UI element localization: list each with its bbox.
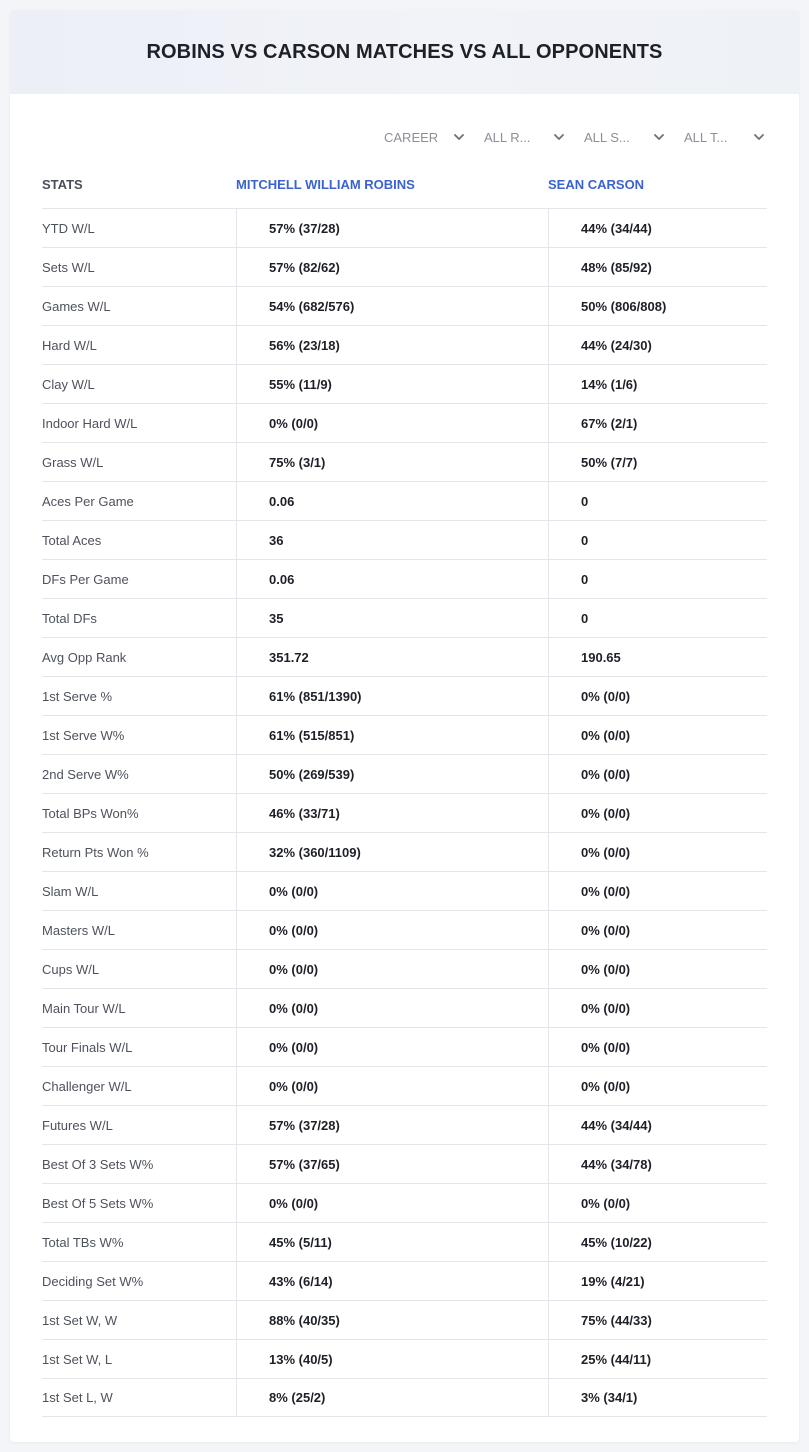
- player2-value: 0% (0/0): [548, 755, 767, 793]
- table-row: [42, 364, 767, 403]
- filter-surfaces-select[interactable]: [572, 126, 672, 148]
- player1-value: 57% (37/65): [236, 1145, 548, 1183]
- stat-label: 2nd Serve W%: [42, 766, 129, 782]
- stat-label: Deciding Set W%: [42, 1273, 144, 1289]
- chevron-down-icon: [554, 132, 564, 142]
- player2-value: 0% (0/0): [548, 872, 767, 910]
- table-row: [42, 520, 767, 559]
- player2-value: 44% (34/78): [548, 1145, 767, 1183]
- stat-label: YTD W/L: [42, 220, 95, 236]
- filter-career-select[interactable]: [372, 126, 472, 148]
- table-row: [42, 1300, 767, 1339]
- player2-value: 44% (24/30): [548, 326, 767, 364]
- stat-label: Grass W/L: [42, 454, 104, 470]
- player1-value: 351.72: [236, 638, 548, 676]
- player2-value: 14% (1/6): [548, 365, 767, 403]
- player1-value: 61% (851/1390): [236, 677, 548, 715]
- player1-value: 0% (0/0): [236, 1067, 548, 1105]
- filter-label: CAREER: [384, 129, 439, 145]
- table-row: [42, 754, 767, 793]
- player2-value: 0: [548, 599, 767, 637]
- table-row: [42, 1027, 767, 1066]
- table-row: [42, 1144, 767, 1183]
- stat-label: Best Of 3 Sets W%: [42, 1156, 154, 1172]
- player2-value: 0% (0/0): [548, 989, 767, 1027]
- table-row: [42, 1261, 767, 1300]
- stat-label: Hard W/L: [42, 337, 97, 353]
- player2-value: 190.65: [548, 638, 767, 676]
- player2-value: 48% (85/92): [548, 248, 767, 286]
- player1-value: 57% (37/28): [236, 209, 548, 247]
- table-body: [42, 208, 767, 1417]
- table-row: [42, 871, 767, 910]
- stat-label: 1st Set W, L: [42, 1351, 113, 1367]
- stat-label: DFs Per Game: [42, 571, 129, 587]
- stat-label: Total DFs: [42, 610, 97, 626]
- stat-label: Futures W/L: [42, 1117, 113, 1133]
- table-row: [42, 325, 767, 364]
- table-row: [42, 481, 767, 520]
- stat-label: Total TBs W%: [42, 1234, 124, 1250]
- table-header: [42, 160, 767, 208]
- filter-rounds-select[interactable]: [472, 126, 572, 148]
- column-header-stats: STATS: [42, 176, 83, 192]
- player2-value: 0% (0/0): [548, 716, 767, 754]
- player1-value: 0% (0/0): [236, 1028, 548, 1066]
- stats-table: [42, 160, 767, 1417]
- player2-value: 50% (806/808): [548, 287, 767, 325]
- stat-label: Avg Opp Rank: [42, 649, 127, 665]
- player1-value: 13% (40/5): [236, 1340, 548, 1378]
- player2-value: 0% (0/0): [548, 1028, 767, 1066]
- player1-value: 0.06: [236, 560, 548, 598]
- player2-value: 44% (34/44): [548, 1106, 767, 1144]
- stat-label: Games W/L: [42, 298, 111, 314]
- table-row: [42, 559, 767, 598]
- table-row: [42, 286, 767, 325]
- page-title: ROBINS VS CARSON MATCHES VS ALL OPPONENTS: [146, 40, 663, 63]
- player1-value: 43% (6/14): [236, 1262, 548, 1300]
- player1-value: 0% (0/0): [236, 404, 548, 442]
- table-row: [42, 247, 767, 286]
- stats-card: [10, 10, 799, 1442]
- stat-label: 1st Serve %: [42, 688, 113, 704]
- stat-label: Sets W/L: [42, 259, 95, 275]
- player1-value: 61% (515/851): [236, 716, 548, 754]
- player1-value: 50% (269/539): [236, 755, 548, 793]
- table-row: [42, 442, 767, 481]
- player1-value: 0% (0/0): [236, 950, 548, 988]
- player2-value: 0% (0/0): [548, 950, 767, 988]
- player1-value: 54% (682/576): [236, 287, 548, 325]
- stat-label: Main Tour W/L: [42, 1000, 126, 1016]
- player1-value: 57% (37/28): [236, 1106, 548, 1144]
- table-row: [42, 1105, 767, 1144]
- player2-value: 0: [548, 482, 767, 520]
- stat-label: Slam W/L: [42, 883, 99, 899]
- player2-value: 0% (0/0): [548, 1184, 767, 1222]
- filter-label: ALL T...: [684, 129, 728, 145]
- chevron-down-icon: [754, 132, 764, 142]
- player1-value: 55% (11/9): [236, 365, 548, 403]
- stat-label: Aces Per Game: [42, 493, 134, 509]
- player1-value: 35: [236, 599, 548, 637]
- stat-label: Challenger W/L: [42, 1078, 132, 1094]
- player1-value: 36: [236, 521, 548, 559]
- filter-bar: [372, 126, 772, 148]
- player1-value: 32% (360/1109): [236, 833, 548, 871]
- chevron-down-icon: [654, 132, 664, 142]
- table-row: [42, 1222, 767, 1261]
- player2-value: 67% (2/1): [548, 404, 767, 442]
- table-row: [42, 676, 767, 715]
- table-row: [42, 1378, 767, 1417]
- player1-value: 0% (0/0): [236, 1184, 548, 1222]
- stat-label: 1st Set L, W: [42, 1390, 113, 1405]
- table-row: [42, 1066, 767, 1105]
- player2-value: 0% (0/0): [548, 677, 767, 715]
- player2-value: 0% (0/0): [548, 833, 767, 871]
- stat-label: 1st Serve W%: [42, 727, 125, 743]
- table-row: [42, 1183, 767, 1222]
- stat-label: Total Aces: [42, 532, 102, 548]
- card-header: [10, 10, 799, 94]
- stat-label: Best Of 5 Sets W%: [42, 1195, 154, 1211]
- stat-label: Cups W/L: [42, 961, 100, 977]
- table-row: [42, 910, 767, 949]
- player2-value: 19% (4/21): [548, 1262, 767, 1300]
- filter-label: ALL R...: [484, 129, 531, 145]
- table-row: [42, 1339, 767, 1378]
- player2-value: 75% (44/33): [548, 1301, 767, 1339]
- player2-value: 3% (34/1): [548, 1379, 767, 1416]
- player1-value: 88% (40/35): [236, 1301, 548, 1339]
- filter-tournaments-select[interactable]: [672, 126, 772, 148]
- player1-value: 45% (5/11): [236, 1223, 548, 1261]
- player1-value: 0% (0/0): [236, 989, 548, 1027]
- player2-value: 0: [548, 560, 767, 598]
- table-row: [42, 208, 767, 247]
- table-row: [42, 793, 767, 832]
- player1-value: 57% (82/62): [236, 248, 548, 286]
- stat-label: Total BPs Won%: [42, 805, 139, 821]
- player2-value: 45% (10/22): [548, 1223, 767, 1261]
- player2-value: 0% (0/0): [548, 794, 767, 832]
- stat-label: Masters W/L: [42, 922, 115, 938]
- player1-value: 0% (0/0): [236, 872, 548, 910]
- column-header-player2[interactable]: SEAN CARSON: [548, 176, 645, 192]
- player2-value: 0: [548, 521, 767, 559]
- table-row: [42, 598, 767, 637]
- player2-value: 25% (44/11): [548, 1340, 767, 1378]
- stat-label: 1st Set W, W: [42, 1312, 118, 1328]
- player2-value: 0% (0/0): [548, 1067, 767, 1105]
- filter-label: ALL S...: [584, 129, 630, 145]
- player2-value: 50% (7/7): [548, 443, 767, 481]
- stat-label: Clay W/L: [42, 376, 95, 392]
- stat-label: Tour Finals W/L: [42, 1039, 133, 1055]
- table-row: [42, 832, 767, 871]
- player2-value: 44% (34/44): [548, 209, 767, 247]
- player1-value: 75% (3/1): [236, 443, 548, 481]
- player1-value: 46% (33/71): [236, 794, 548, 832]
- player1-value: 56% (23/18): [236, 326, 548, 364]
- chevron-down-icon: [454, 132, 464, 142]
- player1-value: 8% (25/2): [236, 1379, 548, 1416]
- stat-label: Return Pts Won %: [42, 844, 149, 860]
- player1-value: 0% (0/0): [236, 911, 548, 949]
- column-header-player1[interactable]: MITCHELL WILLIAM ROBINS: [236, 176, 415, 192]
- table-row: [42, 988, 767, 1027]
- stat-label: Indoor Hard W/L: [42, 415, 138, 431]
- player1-value: 0.06: [236, 482, 548, 520]
- table-row: [42, 637, 767, 676]
- table-row: [42, 403, 767, 442]
- player2-value: 0% (0/0): [548, 911, 767, 949]
- table-row: [42, 715, 767, 754]
- table-row: [42, 949, 767, 988]
